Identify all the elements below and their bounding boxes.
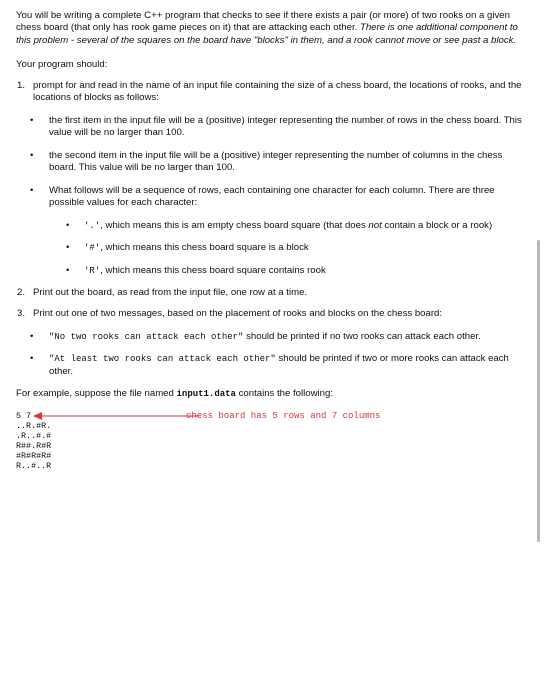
char-value-rook (16, 265, 531, 278)
document-page (16, 10, 531, 471)
bullet-dot: • (66, 242, 70, 254)
bullet-dot: • (30, 114, 34, 126)
example-filename: input1.data (176, 389, 236, 400)
example-prefix: For example, suppose the file named (16, 388, 177, 400)
bullet-sequence (16, 185, 531, 210)
intro-paragraph (16, 10, 531, 47)
intro-italic-text: There is one additional component to this problem - several of the squares on the board have "blocks" in them, and a rook cannot move or see past a block. (16, 22, 518, 46)
step-text: prompt for and read in the name of an input file containing the size of a chess board, the locations of rooks, and the locations of blocks as follows: (33, 79, 522, 104)
message-text: should be printed if two or more rooks can attack each other. (49, 353, 509, 377)
code-line: R##.R#R (16, 441, 52, 452)
char-text-not: not (368, 219, 382, 231)
message-text: should be printed if no two rooks can attack each other. (243, 330, 481, 342)
bullet-columns (16, 150, 531, 175)
example-paragraph (16, 388, 531, 401)
step-number: 2. (17, 286, 26, 298)
char-text: , which means this chess board square is a block (100, 242, 309, 254)
bullet-text: the first item in the input file will be a (positive) integer representing the number of rows in the chess board. This value will be no larger than 100. (49, 114, 522, 139)
bullet-text: What follows will be a sequence of rows, each containing one character for each column. There are three possible values for each character: (49, 184, 495, 209)
step-2 (16, 287, 531, 299)
bullet-dot: • (30, 184, 34, 196)
char-text: , which means this is am empty chess board square (that does (100, 219, 369, 231)
char-value-empty (16, 220, 531, 233)
code-line: .R..#.# (16, 431, 52, 442)
program-should-heading: Your program should: (16, 59, 108, 71)
step-1 (16, 80, 531, 105)
bullet-text: the second item in the input file will be a (positive) integer representing the number of columns in the chess board. This value will be no larger than 100. (49, 149, 503, 174)
message-code: "At least two rooks can attack each other" (49, 354, 276, 365)
code-line: 5 7 (16, 411, 32, 422)
char-code: '#' (84, 243, 101, 254)
step-text: Print out the board, as read from the input file, one row at a time. (33, 286, 308, 298)
bullet-dot: • (30, 353, 34, 365)
step-3 (16, 308, 531, 320)
code-line: #R#R#R# (16, 451, 52, 462)
example-suffix: contains the following: (235, 388, 334, 400)
intro-text: You will be writing a complete C++ program that checks to see if there exists a pair (or more) of two rooks on a given chess board (that only has rook game pieces on it) that are attacking each other. (16, 10, 510, 34)
step-number: 1. (17, 79, 26, 91)
annotation-text: chess board has 5 rows and 7 columns (186, 411, 381, 422)
code-line: R..#..R (16, 461, 52, 472)
bullet-dot: • (66, 265, 70, 276)
step-number: 3. (17, 308, 26, 320)
example-file-contents (16, 411, 531, 471)
char-code: '.' (84, 220, 101, 231)
step-text: Print out one of two messages, based on the placement of rooks and blocks on the chess board: (33, 308, 443, 320)
bullet-dot: • (66, 219, 70, 231)
char-code: 'R' (84, 266, 101, 276)
char-value-block (16, 242, 531, 255)
char-text: contain a block or a rook) (381, 219, 493, 231)
code-line: ..R.#R. (16, 421, 52, 432)
scrollbar[interactable] (537, 240, 540, 542)
annotation-arrow-icon (33, 412, 199, 420)
char-text: , which means this chess board square contains rook (100, 265, 326, 276)
bullet-rows (16, 115, 531, 140)
message-code: "No two rooks can attack each other" (49, 331, 244, 342)
message-no-attack (16, 331, 531, 344)
bullet-dot: • (30, 149, 34, 161)
message-attack (16, 353, 531, 378)
bullet-dot: • (30, 330, 34, 342)
